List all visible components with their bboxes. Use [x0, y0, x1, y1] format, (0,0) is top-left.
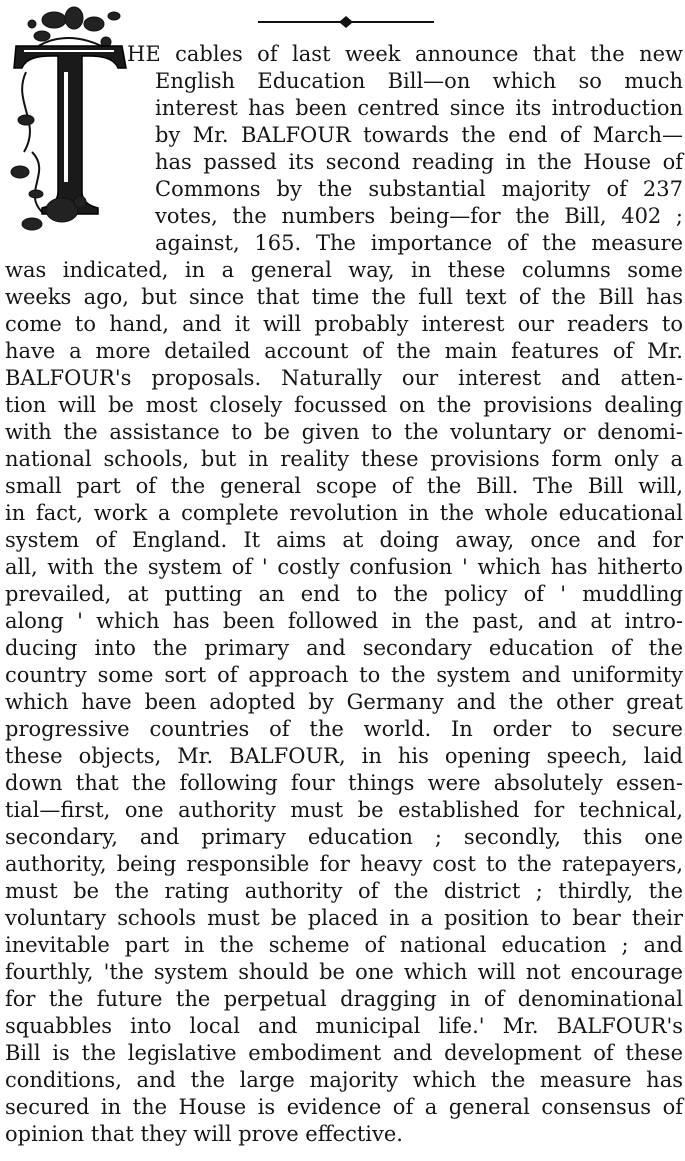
article-line: conditions, and the large majority which the measure has — [5, 1068, 683, 1092]
article-line: these objects, Mr. BALFOUR, in his opening speech, laid — [5, 744, 683, 768]
article-line: tion will be most closely focussed on the provisions dealing — [5, 393, 683, 417]
article-line: secondary, and primary education ; secondly, this one — [5, 825, 683, 849]
article-line: BALFOUR's proposals. Naturally our interest and atten- — [5, 366, 683, 390]
article-line: Commons by the substantial majority of 237 — [155, 177, 683, 201]
article-line: prevailed, at putting an end to the policy of ' muddling — [5, 582, 683, 606]
article-line: for the future the perpetual dragging in of denominational — [5, 987, 683, 1011]
decorated-initial-t-icon — [2, 2, 150, 238]
article-line: interest has been centred since its introduction — [155, 96, 683, 120]
article-line: have a more detailed account of the main features of Mr. — [5, 339, 683, 363]
ornamental-divider — [256, 14, 436, 30]
article-line: against, 165. The importance of the measure — [155, 231, 683, 255]
article-line: secured in the House is evidence of a general consensus of — [5, 1095, 683, 1119]
article-line: authority, being responsible for heavy cost to the ratepayers, — [5, 852, 683, 876]
article-line: national schools, but in reality these provisions form only a — [5, 447, 683, 471]
article-line: system of England. It aims at doing away, once and for — [5, 528, 683, 552]
article-line: weeks ago, but since that time the full text of the Bill has — [5, 285, 683, 309]
article-line: fourthly, 'the system should be one which will not encourage — [5, 960, 683, 984]
article-line: progressive countries of the world. In order to secure — [5, 717, 683, 741]
article-line: by Mr. BALFOUR towards the end of March— — [155, 123, 683, 147]
article-line: country some sort of approach to the system and uniformity — [5, 663, 683, 687]
article-line: has passed its second reading in the House of — [155, 150, 683, 174]
article-line: HE cables of last week announce that the new — [127, 42, 683, 66]
article-line: squabbles into local and municipal life.' Mr. BALFOUR's — [5, 1014, 683, 1038]
article-line: English Education Bill—on which so much — [155, 69, 683, 93]
article-line: small part of the general scope of the Bill. The Bill will, — [5, 474, 683, 498]
article-line: opinion that they will prove effective. — [5, 1122, 403, 1146]
article-line: in fact, work a complete revolution in the whole educational — [5, 501, 683, 525]
article-line: votes, the numbers being—for the Bill, 402 ; — [155, 204, 683, 228]
article-line: inevitable part in the scheme of national education ; and — [5, 933, 683, 957]
article-line: ducing into the primary and secondary education of the — [5, 636, 683, 660]
article-line: was indicated, in a general way, in these columns some — [5, 258, 683, 282]
article-line: Bill is the legislative embodiment and development of these — [5, 1041, 683, 1065]
article-line: all, with the system of ' costly confusion ' which has hitherto — [5, 555, 683, 579]
article-line: voluntary schools must be placed in a position to bear their — [5, 906, 683, 930]
article-line: tial—first, one authority must be established for technical, — [5, 798, 683, 822]
article-line: come to hand, and it will probably interest our readers to — [5, 312, 683, 336]
article-line: must be the rating authority of the district ; thirdly, the — [5, 879, 683, 903]
article-line: which have been adopted by Germany and the other great — [5, 690, 683, 714]
article-line: down that the following four things were absolutely essen- — [5, 771, 683, 795]
article-line: along ' which has been followed in the past, and at intro- — [5, 609, 683, 633]
article-line: with the assistance to be given to the voluntary or denomi- — [5, 420, 683, 444]
